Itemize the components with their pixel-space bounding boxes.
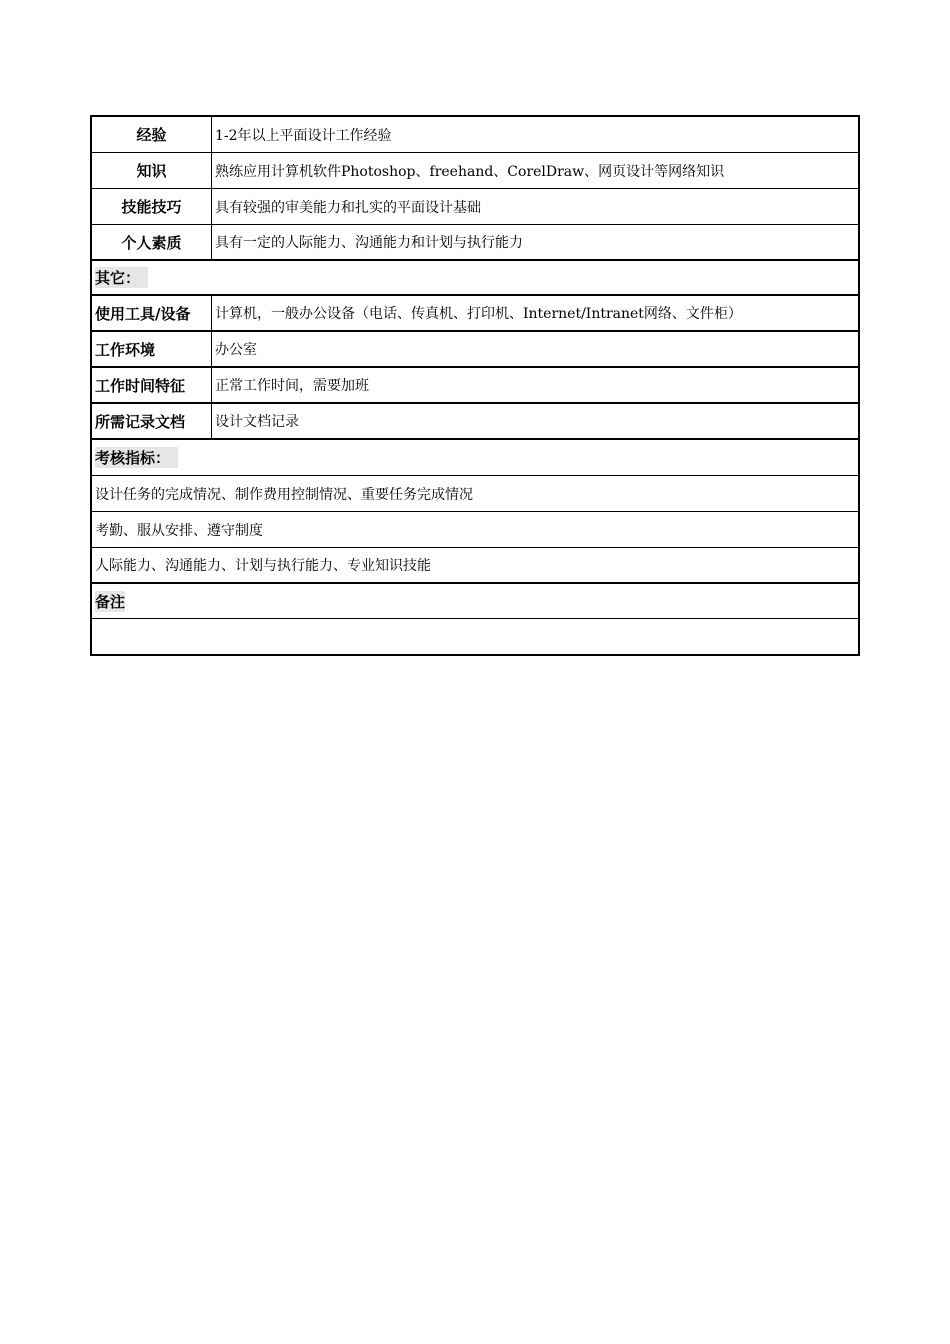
assessment-item: 设计任务的完成情况、制作费用控制情况、重要任务完成情况 <box>95 486 473 503</box>
row-value: 具有较强的审美能力和扎实的平面设计基础 <box>215 199 481 216</box>
section-header-remarks <box>92 584 858 619</box>
row-label: 工作时间特征 <box>92 368 212 402</box>
assessment-item: 人际能力、沟通能力、计划与执行能力、专业知识技能 <box>95 558 431 574</box>
section-title: 备注 <box>95 592 126 611</box>
table-row <box>92 117 858 153</box>
row-label: 工作环境 <box>92 332 212 366</box>
section-title: 考核指标： <box>95 447 178 468</box>
section-header-assessment <box>92 440 858 476</box>
table-row <box>92 189 858 225</box>
job-description-table <box>90 115 860 656</box>
table-row <box>92 404 858 440</box>
table-row <box>92 332 858 368</box>
row-label: 所需记录文档 <box>92 404 212 438</box>
table-row <box>92 368 858 404</box>
row-value: 办公室 <box>215 342 257 358</box>
row-value: 计算机，一般办公设备（电话、传真机、打印机、Internet/Intranet网络、文件柜） <box>215 306 742 322</box>
row-value: 1-2年以上平面设计工作经验 <box>215 127 392 144</box>
remarks-value <box>92 619 858 654</box>
row-label: 知识 <box>92 153 212 188</box>
row-label: 个人素质 <box>92 225 212 259</box>
section-header-other <box>92 261 858 296</box>
row-label: 使用工具/设备 <box>92 296 212 330</box>
row-label: 经验 <box>92 117 212 152</box>
table-row <box>92 296 858 332</box>
row-value: 具有一定的人际能力、沟通能力和计划与执行能力 <box>215 235 523 251</box>
row-value: 熟练应用计算机软件Photoshop、freehand、CorelDraw、网页设计等网络知识 <box>215 163 725 180</box>
remarks-row <box>92 619 858 654</box>
list-item <box>92 548 858 584</box>
row-value: 正常工作时间，需要加班 <box>215 378 369 394</box>
row-label: 技能技巧 <box>92 189 212 224</box>
list-item <box>92 476 858 512</box>
section-title: 其它： <box>95 267 148 288</box>
row-value: 设计文档记录 <box>215 414 299 430</box>
table-row <box>92 225 858 261</box>
list-item <box>92 512 858 548</box>
table-row <box>92 153 858 189</box>
assessment-item: 考勤、服从安排、遵守制度 <box>95 522 263 539</box>
